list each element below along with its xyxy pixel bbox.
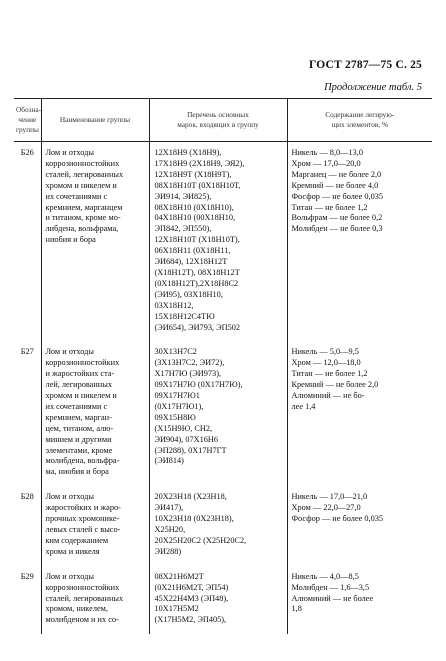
steel-grade-line: (3Х13Н7С2, ЭИ72),: [154, 358, 225, 368]
steel-grade-line: 08Х18Н10 (0Х18Н10),: [154, 202, 234, 212]
alloy-content-line: Вольфрам — не более 0,2: [291, 213, 383, 223]
alloy-content-line: Марганец — не более 2,0: [291, 169, 382, 179]
group-name-line: коррозионностойких: [45, 358, 120, 368]
group-code: Б29: [20, 571, 34, 581]
steel-grade-line: (ЭИ654), ЭИ793, ЭП502: [154, 322, 241, 332]
steel-grade-line: (ЭИ95), 03Х18Н10,: [154, 289, 223, 299]
col-header-group-code: Обозна- чение группы: [14, 99, 41, 142]
alloy-content-line: Хром — 22,0—27,0: [291, 503, 361, 513]
steel-grade-line: 12Х18Н9Т (Х18Н9Т),: [154, 169, 232, 179]
steel-grade-line: ЭИ288): [154, 546, 182, 556]
steel-grade-line: 30Х13Н7С2: [154, 347, 197, 357]
group-name-line: молибдена, вольфра-: [45, 456, 120, 466]
group-name-line: молибденом и их со-: [45, 615, 119, 625]
steel-grade-line: 09Х15Н8Ю: [154, 412, 196, 422]
steel-grade-line: (Х17Н5М2, ЭП405),: [154, 615, 227, 625]
group-name-line: Лом и отходы: [45, 148, 94, 157]
group-name-line: жаростойких и жаро-: [45, 503, 121, 513]
steel-grade-line: (0Х17Н7Ю1),: [154, 401, 204, 411]
steel-grade-line: 17Х18Н9 (2Х18Н9, ЭЯ2),: [154, 158, 245, 168]
group-name-line: хромом и никелем и: [45, 391, 117, 401]
alloy-content-line: Фосфор — не более 0,035: [291, 514, 384, 524]
group-name-line: Лом и отходы: [45, 571, 94, 581]
table-row: [14, 566, 432, 635]
group-name-line: Лом и отходы: [45, 347, 94, 357]
group-name-line: хромом, никелем,: [45, 604, 108, 614]
steel-grade-line: 09Х17Н7Ю (0Х17Н7Ю),: [154, 380, 243, 390]
group-name: [41, 566, 149, 635]
group-name-line: элементами, кроме: [45, 445, 113, 455]
steel-grade-line: 45Х22Н4М3 (ЭП48),: [154, 593, 229, 603]
alloy-content: [287, 341, 432, 486]
steel-grade-line: 10Х23Н18 (0Х23Н18),: [154, 514, 234, 524]
steel-grade-line: ЭИ904), 07Х16Н6: [154, 434, 219, 444]
col-header-alloy-content: Содержание легирую- щих элементов, %: [287, 99, 432, 142]
group-name-line: их сочетаниями с: [45, 401, 108, 411]
steel-grade-line: 08Х21Н6М2Т: [154, 571, 204, 581]
alloy-content-line: Фосфор — не более 0,035: [291, 191, 384, 201]
alloy-content: [287, 566, 432, 635]
group-name-line: кремнием, марганцем: [45, 202, 123, 212]
standard-header: ГОСТ 2787—75 С. 25: [309, 59, 422, 71]
alloy-content-line: лее 1,4: [291, 401, 316, 411]
table-row: [14, 341, 432, 486]
group-name-line: и жаростойких ста-: [45, 369, 115, 379]
steel-grade-line: 10Х17Н5М2: [154, 604, 199, 614]
steel-grade-line: (0Х18Н12Т),2Х18Н8С2: [154, 278, 239, 288]
group-name-line: ниобия и бора: [45, 235, 96, 245]
alloy-content-line: Алюминий — не бо-: [291, 391, 365, 401]
alloy-groups-table: [14, 98, 432, 634]
alloy-content-line: Никель — 5,0—9,5: [291, 347, 359, 357]
steel-grades: [149, 566, 287, 635]
steel-grade-line: Х25Н20,: [154, 525, 186, 534]
steel-grade-line: (Х18Н12Т), 08Х18Н12Т: [154, 267, 240, 277]
alloy-content-line: Молибден — 1,6—3,5: [291, 582, 370, 592]
group-name-line: кремнием, марган-: [45, 412, 112, 422]
group-name-line: либдена, вольфрама,: [45, 224, 119, 234]
group-code: Б27: [20, 347, 34, 357]
group-name-line: минием и другими: [45, 434, 112, 444]
steel-grade-line: 12Х18Н10Т (Х18Н10Т),: [154, 235, 240, 245]
group-code: Б26: [20, 148, 34, 157]
group-name-line: лей, легированных: [45, 380, 112, 390]
group-name-line: прочных хромонике-: [45, 514, 120, 524]
alloy-content-line: 1,8: [291, 604, 302, 614]
group-code: Б28: [20, 492, 34, 502]
group-name-line: сталей, легированных: [45, 169, 124, 179]
table-row: [14, 486, 432, 565]
group-name-line: коррозионностойких: [45, 582, 120, 592]
group-name-line: ма, ниобия и бора: [45, 467, 109, 477]
alloy-content-line: Хром — 12,0—18,0: [291, 358, 361, 368]
alloy-content-line: Титан — не более 1,2: [291, 202, 368, 212]
steel-grade-line: 20Х23Н18 (Х23Н18,: [154, 492, 227, 502]
steel-grade-line: 12Х18Н9 (Х18Н9),: [154, 148, 222, 157]
alloy-content-line: Кремний — не более 2,0: [291, 380, 379, 390]
steel-grade-line: 03Х18Н12,: [154, 300, 194, 310]
group-name-line: сталей, легированных: [45, 593, 124, 603]
group-name-line: коррозионностойких: [45, 158, 120, 168]
steel-grade-line: Х17Н7Ю (ЭИ973),: [154, 369, 222, 379]
steel-grade-line: 04Х18Н10 (00Х18Н10,: [154, 213, 236, 223]
steel-grade-line: (ЭП288), 0Х17Н7ГТ: [154, 445, 227, 455]
group-name: [41, 142, 149, 342]
group-name: [41, 486, 149, 565]
steel-grade-line: ЭИ417),: [154, 503, 184, 513]
alloy-content-line: Никель — 4,0—8,5: [291, 571, 359, 581]
steel-grade-line: ЭИ684), 12Х18Н12Т: [154, 257, 228, 267]
table-header-row: [14, 99, 432, 142]
group-name-line: хрома и никеля: [45, 546, 100, 556]
steel-grade-line: (Х15Н9Ю, СН2,: [154, 423, 213, 433]
steel-grade-line: 06Х18Н11 (0Х18Н11,: [154, 246, 231, 256]
steel-grade-line: 15Х18Н12С4ТЮ: [154, 311, 215, 321]
steel-grade-line: (0Х21Н6М2Т, ЭП54): [154, 582, 229, 592]
steel-grade-line: ЭП842, ЭП550),: [154, 224, 212, 234]
col-header-grades: Перечень основных марок, входящих в группу: [149, 99, 287, 142]
group-name-line: Лом и отходы: [45, 492, 94, 502]
alloy-content-line: Алюминий — не более: [291, 593, 374, 603]
steel-grades: [149, 486, 287, 565]
group-name-line: левых сталей с высо-: [45, 525, 121, 534]
alloy-content-line: Кремний — не более 4,0: [291, 180, 379, 190]
group-name-line: хромом и никелем и: [45, 180, 117, 190]
steel-grades: [149, 142, 287, 342]
col-header-group-name: Наименование группы: [41, 99, 149, 142]
alloy-content-line: Никель — 8,0—13,0: [291, 148, 363, 157]
steel-grade-line: 09Х17Н7Ю1: [154, 391, 200, 401]
alloy-content-line: Молибден — не более 0,3: [291, 224, 383, 234]
steel-grade-line: (ЭИ814): [154, 456, 184, 466]
steel-grades: [149, 341, 287, 486]
group-name-line: и титаном, кроме мо-: [45, 213, 121, 223]
alloy-content: [287, 142, 432, 342]
alloy-content-line: Никель — 17,0—21,0: [291, 492, 368, 502]
group-name-line: ким содержанием: [45, 535, 109, 545]
group-name: [41, 341, 149, 486]
group-name-line: их сочетаниями с: [45, 191, 108, 201]
group-name-line: цем, титаном, алю-: [45, 423, 114, 433]
table-continuation-label: Продолжение табл. 5: [324, 82, 422, 93]
alloy-content-line: Титан — не более 1,2: [291, 369, 368, 379]
alloy-content-line: Хром — 17,0—20,0: [291, 158, 361, 168]
alloy-content: [287, 486, 432, 565]
steel-grade-line: ЭИ914, ЭИ825),: [154, 191, 212, 201]
table-row: [14, 142, 432, 342]
steel-grade-line: 08Х18Н10Т (0Х18Н10Т,: [154, 180, 241, 190]
steel-grade-line: 20Х25Н20С2 (Х25Н20С2,: [154, 535, 247, 545]
